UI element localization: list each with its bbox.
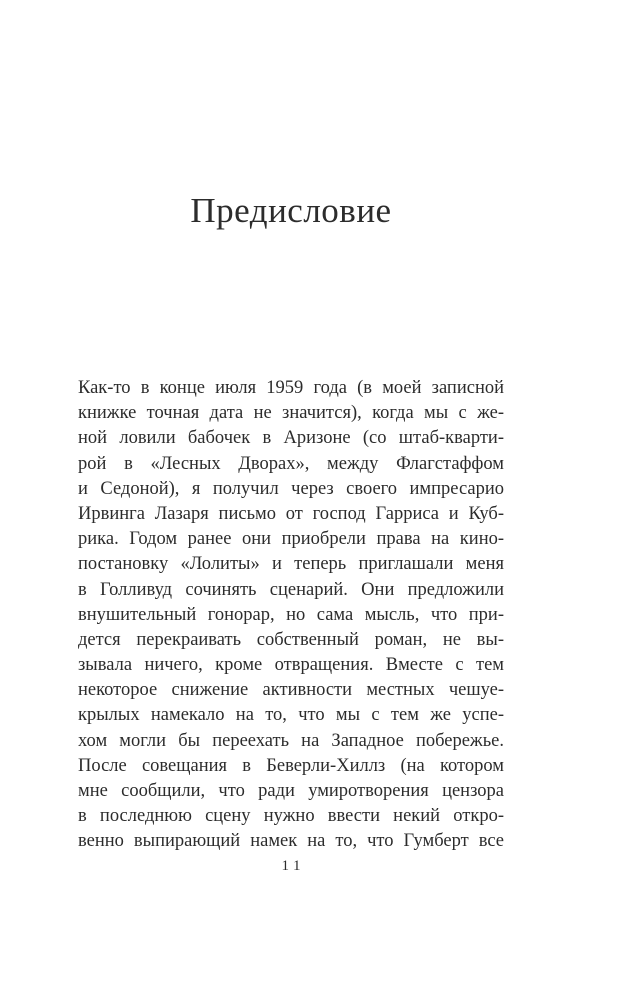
body-line: Как-то в конце июля 1959 года (в моей записной <box>78 378 504 398</box>
body-line: внушительный гонорар, но сама мысль, что при- <box>78 604 504 625</box>
body-line: хом могли бы переехать на Западное побережье. <box>78 730 504 751</box>
body-line: После совещания в Беверли-Хиллз (на котором <box>78 755 504 776</box>
chapter-title: Предисловие <box>190 191 392 230</box>
body-line: венно выпирающий намек на то, что Гумберт все <box>78 831 504 852</box>
body-line: рика. Годом ранее они приобрели права на кино- <box>78 529 504 550</box>
body-line: зывала ничего, кроме отвращения. Вместе с тем <box>78 655 504 676</box>
page-number: 11 <box>281 858 305 874</box>
body-line: в последнюю сцену нужно ввести некий откро- <box>78 806 504 827</box>
body-line: мне сообщили, что ради умиротворения цензора <box>78 781 504 801</box>
body-line: крылых намекало на то, что мы с тем же успе- <box>78 705 504 726</box>
body-line: некоторое снижение активности местных чешуе- <box>78 680 504 701</box>
body-line: в Голливуд сочинять сценарий. Они предложили <box>78 579 504 600</box>
body-text <box>78 376 504 855</box>
body-line: книжке точная дата не значится), когда мы с же- <box>78 403 504 424</box>
body-line: ной ловили бабочек в Аризоне (со штаб-кварти- <box>78 428 504 449</box>
body-line: постановку «Лолиты» и теперь приглашали меня <box>78 554 504 575</box>
body-line: дется перекраивать собственный роман, не вы- <box>78 629 504 650</box>
body-line: Ирвинга Лазаря письмо от господ Гарриса и Куб- <box>78 503 504 524</box>
body-line: рой в «Лесных Дворах», между Флагстаффом <box>78 453 504 474</box>
body-line: и Седоной), я получил через своего импресарио <box>78 478 504 499</box>
